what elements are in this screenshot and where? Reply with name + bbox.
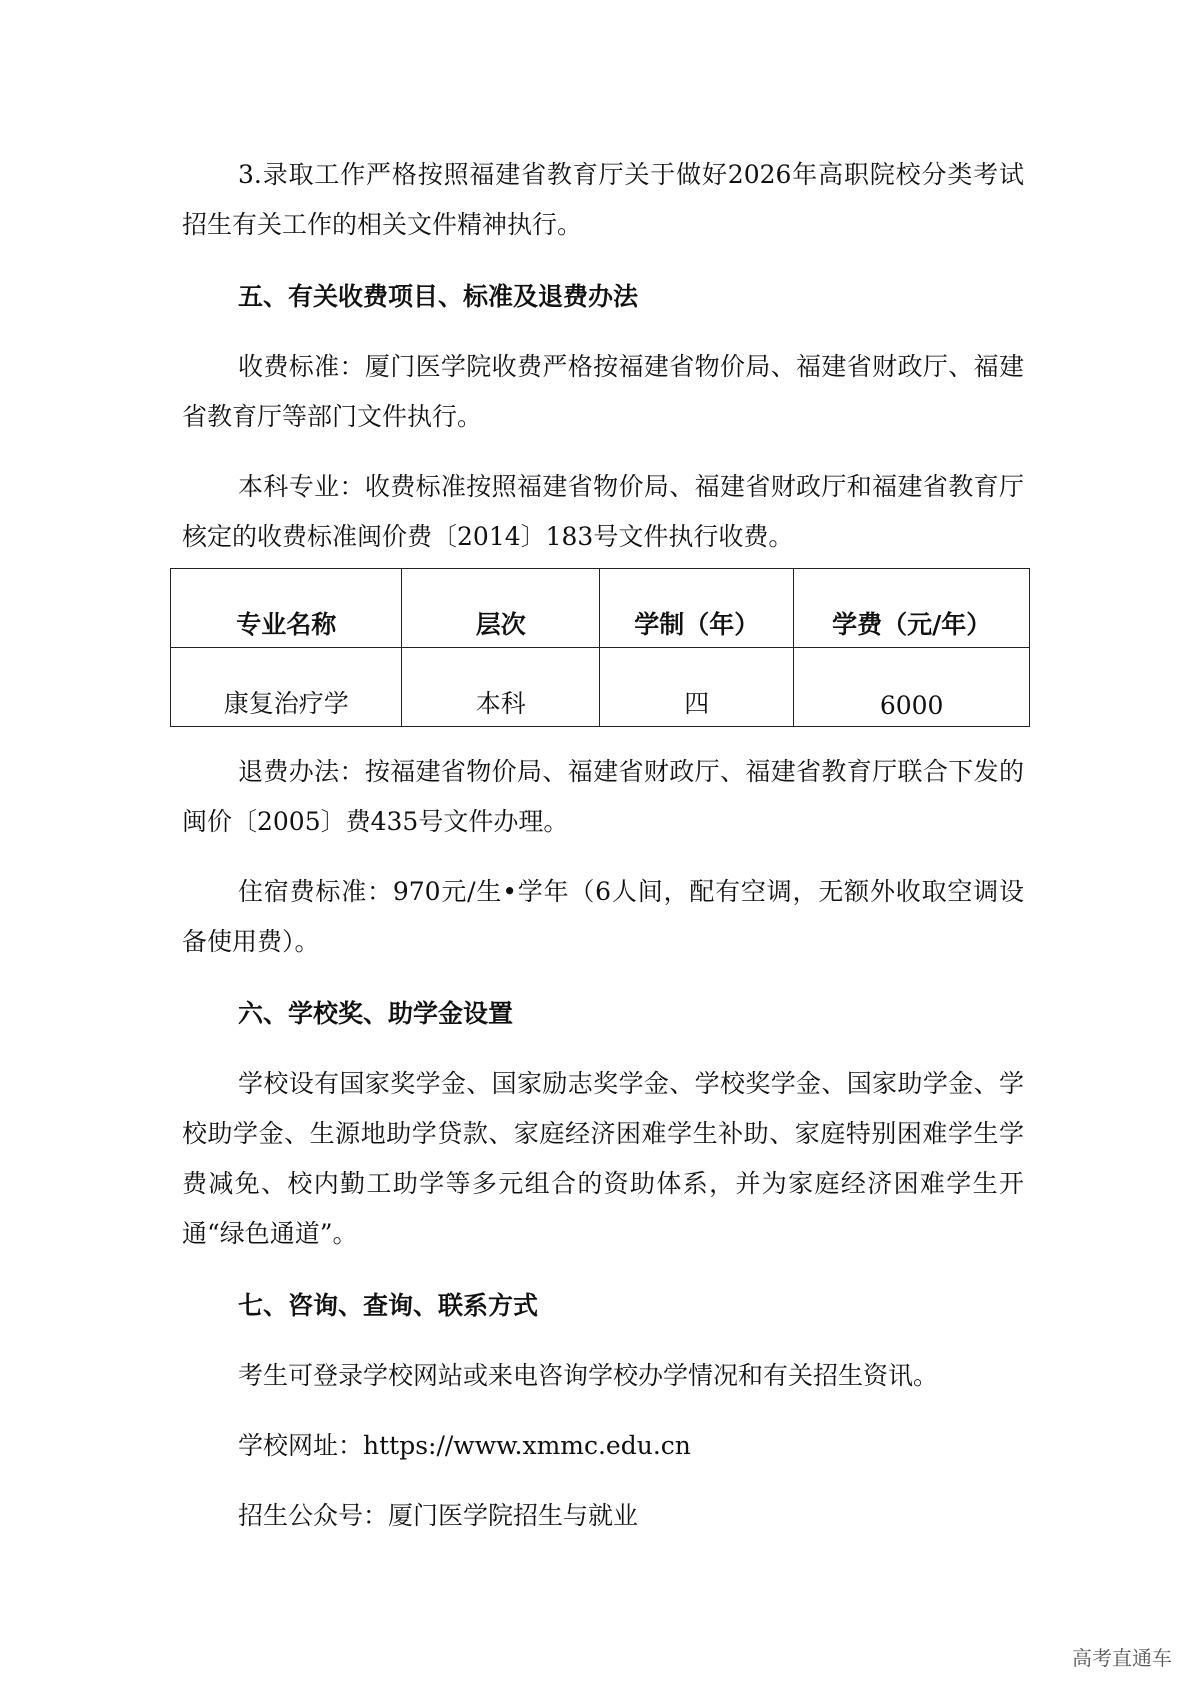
accommodation-paragraph: 住宿费标准：970元/生•学年（6人间，配有空调，无额外收取空调设备使用费）。 bbox=[182, 877, 1024, 956]
section-heading-contact: 七、咨询、查询、联系方式 bbox=[238, 1291, 539, 1320]
header-duration: 学制（年） bbox=[600, 569, 794, 648]
admission-item-3: 3.录取工作严格按照福建省教育厅关于做好2026年高职院校分类考试招生有关工作的相关文件精神执行。 bbox=[182, 160, 1024, 239]
tuition-table bbox=[170, 568, 1030, 727]
section-heading-fees: 五、有关收费项目、标准及退费办法 bbox=[238, 282, 639, 311]
watermark-brand: 高考直通车 bbox=[1072, 1646, 1172, 1670]
table-row bbox=[171, 648, 1030, 727]
header-level: 层次 bbox=[402, 569, 600, 648]
cell-level: 本科 bbox=[402, 648, 600, 727]
wechat-paragraph: 招生公众号：厦门医学院招生与就业 bbox=[238, 1501, 639, 1530]
website-paragraph: 学校网址：https://www.xmmc.edu.cn bbox=[238, 1431, 691, 1460]
header-tuition: 学费（元/年） bbox=[794, 569, 1030, 648]
cell-duration: 四 bbox=[600, 648, 794, 727]
scholarship-paragraph: 学校设有国家奖学金、国家励志奖学金、学校奖学金、国家助学金、学校助学金、生源地助学贷款、家庭经济困难学生补助、家庭特别困难学生学费减免、校内勤工助学等多元组合的资助体系，并为家庭经济困难学生开通“绿色通道”。 bbox=[182, 1069, 1024, 1248]
refund-paragraph: 退费办法：按福建省物价局、福建省财政厅、福建省教育厅联合下发的闽价〔2005〕费435号文件办理。 bbox=[182, 757, 1024, 836]
header-major-name: 专业名称 bbox=[171, 569, 402, 648]
contact-intro-paragraph: 考生可登录学校网站或来电咨询学校办学情况和有关招生资讯。 bbox=[238, 1361, 939, 1390]
undergrad-fee-paragraph: 本科专业：收费标准按照福建省物价局、福建省财政厅和福建省教育厅核定的收费标准闽价费〔2014〕183号文件执行收费。 bbox=[182, 472, 1024, 551]
cell-major-name: 康复治疗学 bbox=[171, 648, 402, 727]
cell-tuition: 6000 bbox=[794, 648, 1030, 727]
section-heading-scholarships: 六、学校奖、助学金设置 bbox=[238, 999, 514, 1028]
document-body bbox=[182, 150, 1024, 1541]
fee-standard-paragraph: 收费标准：厦门医学院收费严格按福建省物价局、福建省财政厅、福建省教育厅等部门文件执行。 bbox=[182, 352, 1024, 431]
tuition-table-header-row bbox=[171, 569, 1030, 648]
